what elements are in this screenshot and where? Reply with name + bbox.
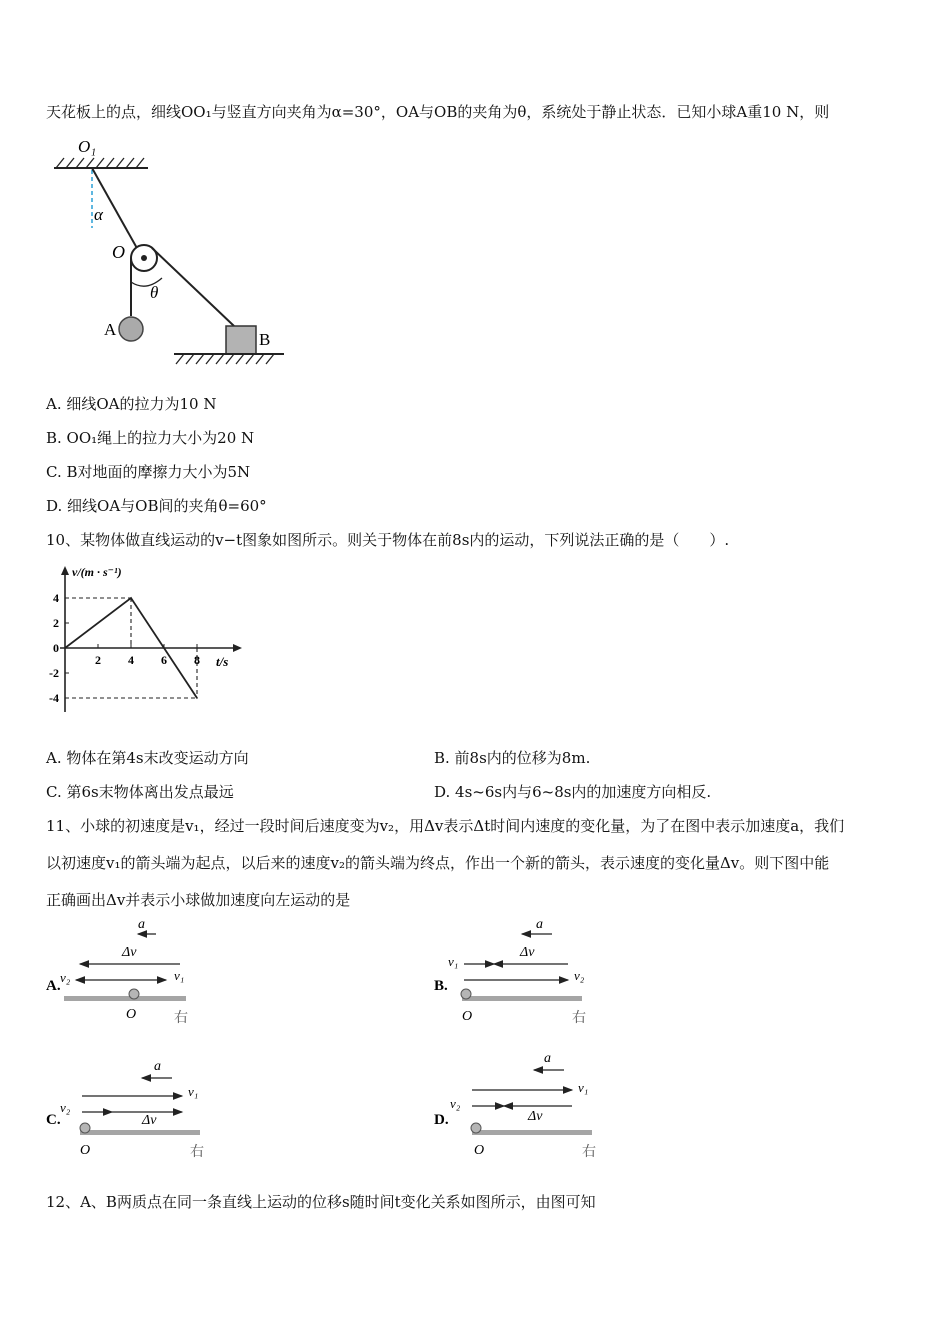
data-point	[130, 597, 132, 599]
svg-text:Δv: Δv	[528, 1109, 543, 1124]
data-point	[163, 647, 165, 649]
svg-text:右: 右	[174, 1011, 188, 1026]
y-tick-label: -2	[49, 666, 59, 680]
q9-option-b: B. OO₁绳上的拉力大小为20 N	[46, 429, 255, 447]
choice-a-label: A.	[46, 978, 61, 994]
block-B	[226, 326, 256, 354]
q9-option-a: A. 细线OA的拉力为10 N	[46, 395, 217, 413]
svg-text:v₁: v₁	[448, 954, 459, 969]
q10-option-a: A. 物体在第4s末改变运动方向	[46, 749, 249, 767]
svg-text:v₂: v₂	[60, 970, 71, 985]
svg-text:Δv: Δv	[142, 1113, 157, 1128]
label-alpha: α	[94, 205, 103, 224]
x-tick-label: 8	[194, 653, 200, 667]
svg-text:v₂: v₂	[574, 968, 585, 983]
choice-a-diagram	[46, 917, 188, 1026]
y-tick-label: -4	[49, 691, 59, 705]
q12-stem: 12、A、B两质点在同一条直线上运动的位移s随时间t变化关系如图所示，由图可知	[46, 1193, 596, 1211]
label-O1: O₁	[78, 137, 97, 156]
q11-stem-line-1: 11、小球的初速度是v₁，经过一段时间后速度变为v₂，用Δv表示Δt时间内速度的变化量，为了在图中表示加速度a，我们	[46, 817, 845, 835]
q10-option-b: B. 前8s内的位移为8m.	[434, 749, 591, 767]
choice-b-label: B.	[434, 978, 448, 994]
y-tick-label: 0	[53, 641, 59, 655]
choice-d-label: D.	[434, 1112, 449, 1128]
q9-option-d: D. 细线OA与OB间的夹角θ=60°	[46, 497, 267, 515]
svg-text:O: O	[80, 1143, 91, 1158]
q10-option-c: C. 第6s末物体离出发点最远	[46, 783, 234, 801]
choice-c-diagram	[46, 1059, 204, 1160]
y-tick-label: 2	[53, 616, 59, 630]
x-tick-label: 4	[128, 653, 134, 667]
q9-stem: 天花板上的点，细线OO₁与竖直方向夹角为α=30°，OA与OB的夹角为θ，系统处于静止状态．已知小球A重10 N，则	[46, 103, 830, 121]
svg-text:右: 右	[190, 1145, 204, 1160]
svg-text:a: a	[544, 1051, 551, 1066]
choice-d-diagram	[434, 1051, 596, 1160]
x-axis-label: t/s	[216, 654, 229, 669]
svg-text:右: 右	[572, 1011, 586, 1026]
svg-text:Δv: Δv	[122, 945, 137, 960]
q10-option-d: D. 4s~6s内与6~8s内的加速度方向相反.	[434, 783, 712, 801]
svg-text:右: 右	[582, 1145, 596, 1160]
svg-text:a: a	[154, 1059, 161, 1074]
x-tick-label: 2	[95, 653, 101, 667]
q10-vt-chart	[46, 562, 256, 722]
svg-text:O: O	[462, 1009, 473, 1024]
data-point	[64, 647, 66, 649]
data-point	[196, 697, 198, 699]
svg-text:v₂: v₂	[450, 1096, 461, 1111]
svg-text:v₁: v₁	[174, 968, 185, 983]
q9-option-c: C. B对地面的摩擦力大小为5N	[46, 463, 251, 481]
q11-diagrams	[0, 910, 950, 1170]
choice-c-label: C.	[46, 1112, 61, 1128]
svg-text:v₁: v₁	[578, 1080, 589, 1095]
x-tick-label: 6	[161, 653, 167, 667]
svg-text:O: O	[474, 1143, 485, 1158]
q11-stem-line-3: 正确画出Δv并表示小球做加速度向左运动的是	[46, 891, 351, 909]
svg-text:v₂: v₂	[60, 1100, 71, 1115]
svg-text:Δv: Δv	[520, 945, 535, 960]
svg-text:a: a	[138, 917, 145, 932]
svg-text:O: O	[126, 1007, 137, 1022]
svg-text:a: a	[536, 917, 543, 932]
label-theta: θ	[150, 283, 159, 302]
q9-figure	[46, 132, 296, 372]
label-B: B	[259, 330, 271, 349]
y-tick-label: 4	[53, 591, 59, 605]
label-A: A	[104, 320, 117, 339]
label-O: O	[112, 242, 125, 262]
svg-text:v₁: v₁	[188, 1084, 199, 1099]
ball-A	[119, 317, 143, 341]
q11-stem-line-2: 以初速度v₁的箭头端为起点，以后来的速度v₂的箭头端为终点，作出一个新的箭头，表示速度的变化量Δv。则下图中能	[46, 854, 830, 872]
q10-stem: 10、某物体做直线运动的v−t图象如图所示。则关于物体在前8s内的运动，下列说法正确的是（ ）.	[46, 531, 730, 549]
choice-b-diagram	[434, 917, 586, 1026]
y-axis-label: v/(m · s⁻¹)	[72, 565, 122, 579]
